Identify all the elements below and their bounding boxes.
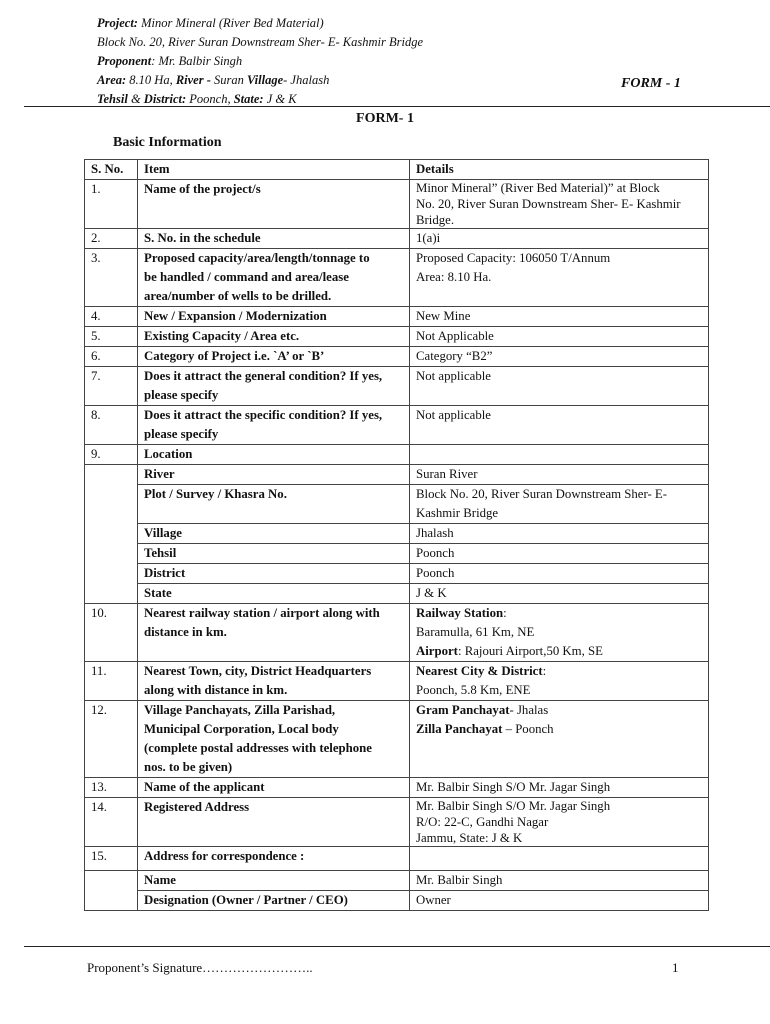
header-project-line: Project: Minor Mineral (River Bed Material) [97,16,324,30]
basic-info-table [84,159,709,911]
header-proponent-line: Proponent: Mr. Balbir Singh [97,54,243,68]
page-header [97,14,423,109]
header-sno: S. No. [85,160,138,180]
table-row: 9. Location [85,445,709,465]
signature-line: Proponent’s Signature…………………….. [87,960,313,975]
table-row: 6. Category of Project i.e. `A’ or `B’ Category “B2” [85,347,709,367]
table-row: District Poonch [85,564,709,584]
table-row: 11. Nearest Town, city, District Headquarters along with distance in km. Nearest City & District: Poonch, 5.8 Km, ENE [85,662,709,701]
header-divider [24,106,770,107]
table-row: 4. New / Expansion / Modernization New Mine [85,307,709,327]
header-tehsil-line: Tehsil & District: Poonch, State: J & K [97,92,297,106]
header-block-line: Block No. 20, River Suran Downstream Sher- E- Kashmir Bridge [97,35,423,49]
table-row: 5. Existing Capacity / Area etc. Not Applicable [85,327,709,347]
table-row: River Suran River [85,465,709,485]
table-row: 8. Does it attract the specific condition? If yes, please specify Not applicable [85,406,709,445]
header-area-line: Area: 8.10 Ha, River - Suran Village- Jhalash [97,73,330,87]
table-row: State J & K [85,584,709,604]
table-row: 12. Village Panchayats, Zilla Parishad, Municipal Corporation, Local body (complete postal addresses with telephone nos. to be given) Gram Panchayat- Jhalas Zilla Panchayat – Poonch [85,701,709,778]
table-row: 3. Proposed capacity/area/length/tonnage to be handled / command and area/lease area/number of wells to be drilled. Proposed Capacity: 106050 T/Annum Area: 8.10 Ha. [85,249,709,307]
table-row: 13. Name of the applicant Mr. Balbir Singh S/O Mr. Jagar Singh [85,778,709,798]
header-details: Details [410,160,709,180]
page-number: 1 [672,960,679,975]
table-header-row [85,160,709,180]
table-row: Plot / Survey / Khasra No. Block No. 20, River Suran Downstream Sher- E- Kashmir Bridge [85,485,709,524]
table-row: 15. Address for correspondence : [85,847,709,871]
table-row: Designation (Owner / Partner / CEO) Owner [85,891,709,911]
form-tag: FORM - 1 [621,76,681,91]
page-title: FORM- 1 [356,111,414,126]
table-row: 2. S. No. in the schedule 1(a)i [85,229,709,249]
table-row: Tehsil Poonch [85,544,709,564]
table-row: 14. Registered Address Mr. Balbir Singh S/O Mr. Jagar Singh R/O: 22-C, Gandhi Nagar Jammu, State: J & K [85,798,709,847]
table-row: Village Jhalash [85,524,709,544]
section-subtitle: Basic Information [113,135,222,150]
header-item: Item [138,160,410,180]
footer-divider [24,946,770,947]
table-row: 10. Nearest railway station / airport along with distance in km. Railway Station: Baramulla, 61 Km, NE Airport: Rajouri Airport,50 Km, SE [85,604,709,662]
table-row: 1. Name of the project/s Minor Mineral” (River Bed Material)” at Block No. 20, River Suran Downstream Sher- E- Kashmir Bridge. [85,180,709,229]
table-row: 7. Does it attract the general condition? If yes, please specify Not applicable [85,367,709,406]
table-row: Name Mr. Balbir Singh [85,871,709,891]
